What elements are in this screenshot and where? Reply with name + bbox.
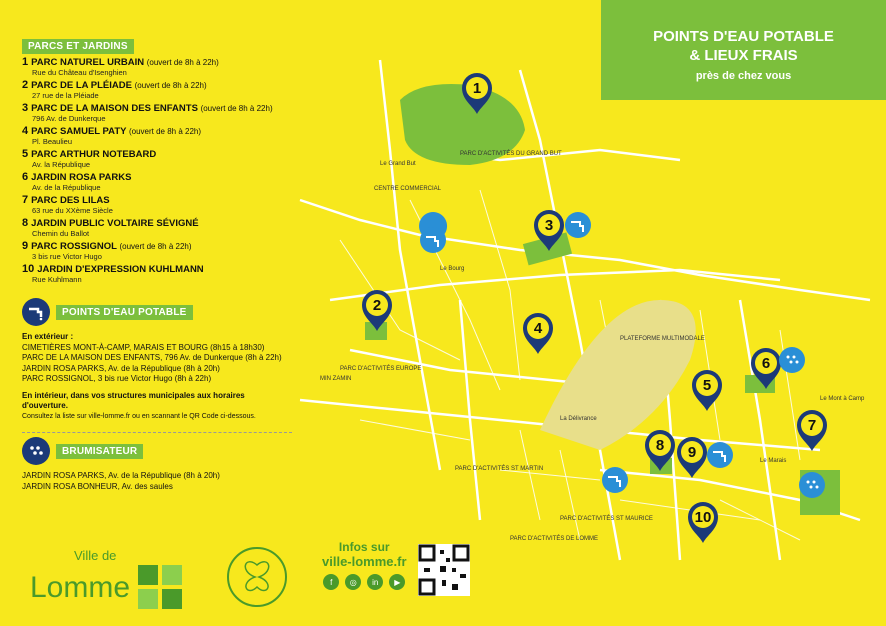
map-label: PARC D'ACTIVITÉS ST MAURICE	[560, 516, 653, 522]
exterior-water-point: PARC DE LA MAISON DES ENFANTS, 796 Av. de Dunkerque (8h à 22h)	[22, 353, 282, 362]
water-tap-marker[interactable]	[419, 212, 447, 253]
butterfly-badge-icon	[225, 545, 290, 610]
marker-number: 5	[702, 377, 712, 394]
divider	[22, 432, 292, 433]
park-hours: (ouvert de 8h à 22h)	[134, 81, 207, 90]
park-name: PARC SAMUEL PATY	[31, 126, 127, 137]
park-list-item	[22, 103, 322, 123]
map-label: PARC D'ACTIVITÉS DU GRAND BUT	[460, 151, 562, 157]
park-list-item	[22, 264, 322, 284]
park-marker[interactable]	[692, 370, 722, 411]
park-number: 8	[22, 217, 29, 229]
map-label: La Délivrance	[560, 416, 597, 422]
park-name: PARC ARTHUR NOTEBARD	[31, 149, 157, 160]
park-list-item	[22, 195, 322, 215]
park-name: JARDIN PUBLIC VOLTAIRE SÉVIGNÉ	[31, 218, 199, 229]
parks-tag: PARCS ET JARDINS	[22, 39, 134, 54]
park-list-item	[22, 80, 322, 100]
interior-note: Consultez la liste sur ville-lomme.fr ou en scannant le QR Code ci-dessous.	[22, 412, 256, 420]
map-label: PARC D'ACTIVITÉS DE LOMME	[510, 536, 599, 542]
map-label: PLATEFORME MULTIMODALE	[620, 336, 705, 342]
mist-line: JARDIN ROSA PARKS, Av. de la République (8h à 20h)	[22, 471, 220, 480]
park-number: 3	[22, 102, 29, 114]
mist-marker[interactable]	[799, 472, 825, 498]
lomme-logo	[30, 548, 186, 613]
water-tag: POINTS D'EAU POTABLE	[56, 305, 193, 320]
park-marker[interactable]	[677, 437, 707, 478]
park-address: Pl. Beaulieu	[32, 137, 73, 146]
water-tap-icon	[22, 298, 50, 326]
legend-panel	[22, 36, 322, 492]
park-number: 7	[22, 194, 29, 206]
interior-label: En intérieur, dans vos structures municipales aux horaires d'ouverture.	[22, 390, 245, 410]
park-address: Av. de la République	[32, 183, 101, 192]
qr-code[interactable]	[418, 544, 470, 596]
logo-ville: Ville de	[74, 548, 117, 563]
park-list-item	[22, 149, 322, 169]
park-number: 5	[22, 148, 29, 160]
marker-number: 10	[694, 509, 712, 526]
park-address: Rue Kuhlmann	[32, 275, 82, 284]
marker-number: 2	[372, 297, 382, 314]
exterior-label: En extérieur :	[22, 332, 74, 341]
park-number: 1	[22, 56, 29, 68]
map-label: CENTRE COMMERCIAL	[374, 186, 442, 192]
website-link[interactable]: ville-lomme.fr	[322, 554, 407, 569]
info-block	[322, 540, 407, 590]
water-tap-marker[interactable]	[602, 467, 628, 493]
map-label: MIN ZAMIN	[320, 376, 352, 382]
park-hours: (ouvert de 8h à 22h)	[128, 127, 201, 136]
park-address: Rue du Château d'Isenghien	[32, 68, 127, 77]
plateforme-area	[540, 300, 696, 450]
title-line-1: POINTS D'EAU POTABLE	[653, 28, 834, 45]
park-number: 9	[22, 240, 29, 252]
marker-number: 3	[544, 217, 554, 234]
park-number: 6	[22, 171, 29, 183]
park-number: 4	[22, 125, 29, 137]
marker-number: 7	[807, 417, 817, 434]
exterior-water-point: CIMETIÈRES MONT-À-CAMP, MARAIS ET BOURG (8h15 à 18h30)	[22, 342, 265, 352]
park-address: Chemin du Ballot	[32, 229, 90, 238]
water-tap-marker[interactable]	[707, 442, 733, 468]
map-label: PARC D'ACTIVITÉS EUROPE	[340, 366, 422, 372]
park-address: 27 rue de la Pléiade	[32, 91, 99, 100]
map-label: Le Bourg	[440, 266, 465, 272]
park-name: JARDIN D'EXPRESSION KUHLMANN	[37, 264, 204, 275]
park-number: 10	[22, 263, 35, 275]
minor-streets	[340, 190, 800, 540]
park-name: JARDIN ROSA PARKS	[31, 172, 132, 183]
logo-icon	[136, 563, 186, 613]
exterior-water-point: PARC ROSSIGNOL, 3 bis rue Victor Hugo (8h à 22h)	[22, 374, 212, 383]
marker-number: 4	[533, 320, 543, 337]
park-marker[interactable]	[688, 502, 718, 543]
marker-number: 1	[472, 80, 482, 97]
park-name: PARC DE LA MAISON DES ENFANTS	[31, 103, 198, 114]
map-label: Le Grand But	[380, 161, 416, 167]
park-list-item	[22, 172, 322, 192]
title-box	[601, 0, 886, 100]
park-list-item	[22, 126, 322, 146]
park-marker[interactable]	[797, 410, 827, 451]
marker-number: 9	[687, 444, 697, 461]
mist-line: JARDIN ROSA BONHEUR, Av. des saules	[22, 481, 173, 491]
park-number: 2	[22, 79, 29, 91]
park-marker[interactable]	[523, 313, 553, 354]
park-address: 63 rue du XXème Siècle	[32, 206, 113, 215]
park-address: Av. la République	[32, 160, 91, 169]
water-tap-marker[interactable]	[565, 212, 591, 238]
park-list-item	[22, 218, 322, 238]
instagram-icon[interactable]: ◎	[345, 574, 361, 590]
linkedin-icon[interactable]: in	[367, 574, 383, 590]
map-label: Le Mont à Camp	[820, 396, 865, 402]
exterior-water-point: JARDIN ROSA PARKS, Av. de la République (8h à 20h)	[22, 363, 220, 373]
park-address: 3 bis rue Victor Hugo	[32, 252, 102, 261]
title-subtitle: près de chez vous	[695, 70, 792, 82]
water-section-head	[22, 298, 322, 326]
park-name: PARC ROSSIGNOL	[31, 241, 117, 252]
map-label: PARC D'ACTIVITÉS ST MARTIN	[455, 466, 544, 472]
marker-number: 8	[655, 437, 665, 454]
park-name: PARC NATUREL URBAIN	[31, 57, 145, 68]
parks-list	[22, 57, 322, 284]
park-hours: (ouvert de 8h à 22h)	[119, 242, 192, 251]
facebook-icon[interactable]: f	[323, 574, 339, 590]
park-name: PARC DE LA PLÉIADE	[31, 80, 132, 91]
park-hours: (ouvert de 8h à 22h)	[146, 58, 219, 67]
mist-marker[interactable]	[779, 347, 805, 373]
title-line-2: & LIEUX FRAIS	[689, 47, 798, 64]
mist-tag: BRUMISATEUR	[56, 444, 143, 459]
map-label: Le Marais	[760, 458, 787, 464]
logo-name: Lomme	[30, 571, 131, 604]
mist-section-head	[22, 437, 322, 465]
mist-icon	[22, 437, 50, 465]
park-name: PARC DES LILAS	[31, 195, 110, 206]
info-label: Infos sur	[338, 540, 390, 554]
park-address: 796 Av. de Dunkerque	[32, 114, 106, 123]
park-list-item	[22, 57, 322, 77]
youtube-icon[interactable]: ▶	[389, 574, 405, 590]
park-hours: (ouvert de 8h à 22h)	[200, 104, 273, 113]
marker-number: 6	[761, 355, 771, 372]
park-list-item	[22, 241, 322, 261]
